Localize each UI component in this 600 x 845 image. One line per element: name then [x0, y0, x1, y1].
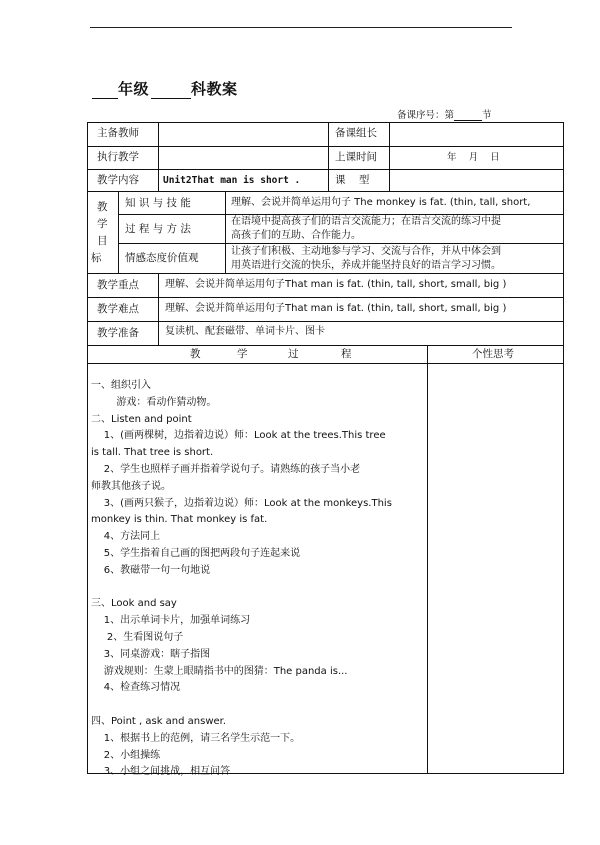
teacher-label: 执行教学	[97, 151, 139, 163]
serial-blank	[454, 110, 482, 121]
grid-line	[328, 122, 329, 191]
process-heading-char: 教	[190, 348, 201, 360]
process-step-line: 三、Look and say	[91, 598, 177, 610]
process-step-line	[91, 580, 425, 597]
process-step-line: 游戏：看动作猜动物。	[91, 396, 217, 408]
difficult-point-label: 教学难点	[97, 303, 139, 315]
grid-line	[87, 345, 564, 346]
subject-suffix: 科教案	[191, 80, 238, 98]
preparation-label: 教学准备	[97, 327, 139, 339]
process-line: 高孩子们的互助、合作能力。	[231, 230, 361, 241]
grid-line	[158, 122, 159, 191]
content-value: Unit2That man is short .	[163, 175, 301, 186]
header-rule	[90, 27, 512, 28]
grid-line	[563, 122, 564, 774]
process-step-line: 1、根据书上的范例，请三名学生示范一下。	[91, 732, 301, 744]
process-label: 过 程 与 方 法	[125, 223, 191, 235]
process-heading-char: 程	[341, 348, 352, 360]
objectives-char: 教	[97, 201, 108, 213]
group-leader-label: 备课组长	[335, 127, 377, 139]
process-step-line: 二、Listen and point	[91, 413, 192, 425]
serial-suffix: 节	[482, 110, 492, 121]
grid-line	[87, 122, 88, 774]
grid-line	[158, 273, 159, 345]
process-step-line	[91, 697, 425, 714]
objectives-char: 标	[91, 252, 102, 264]
class-time-value: 年 月 日	[447, 152, 500, 163]
lead-teacher-label: 主备教师	[97, 127, 139, 139]
personal-thoughts-heading: 个性思考	[472, 348, 514, 360]
grid-line	[87, 191, 564, 192]
grid-line	[118, 243, 564, 244]
attitude-line: 用英语进行交流的快乐，养成并能坚持良好的语言学习习惯。	[231, 260, 501, 271]
lesson-type-label: 课 型	[335, 174, 370, 186]
process-heading-char: 学	[237, 348, 248, 360]
grid-line	[118, 191, 119, 273]
attitude-line: 让孩子们积极、主动地参与学习、交流与合作，并从中体会到	[231, 246, 501, 257]
process-step-line: 2、小组操练	[91, 749, 161, 761]
grid-line	[389, 122, 390, 191]
serial-number	[397, 107, 492, 121]
key-point-label: 教学重点	[97, 279, 139, 291]
preparation-text: 复读机、配套磁带、单词卡片、图卡	[165, 326, 325, 337]
process-step-line: 4、方法同上	[91, 531, 161, 543]
process-step-line: 5、学生指着自己画的图把两段句子连起来说	[91, 547, 301, 559]
process-step-line: 3、同桌游戏：瞎子指图	[91, 648, 211, 660]
subject-blank	[151, 84, 191, 99]
process-step-line: 四、Point , ask and answer.	[91, 715, 227, 727]
process-step-line: 游戏规则：生蒙上眼睛指书中的图猜：The panda is...	[91, 665, 348, 677]
knowledge-text: 理解、会说并简单运用句子 The monkey is fat. (thin, tall, short,	[231, 197, 531, 208]
serial-label: 备课序号：第	[397, 110, 455, 121]
process-step-line: 3、小组之间挑战，相互问答	[91, 766, 231, 778]
process-line: 在语境中提高孩子们的语言交流能力；在语言交流的练习中提	[231, 216, 501, 227]
grade-blank	[92, 84, 118, 99]
process-step-line: is tall. That tree is short.	[91, 447, 214, 459]
process-step-line: 一、组织引入	[91, 380, 151, 391]
content-label: 教学内容	[97, 174, 139, 186]
key-point-text: 理解、会说并简单运用句子That man is fat. (thin, tall, short, small, big )	[165, 279, 507, 290]
process-step-line: 1、出示单词卡片，加强单词练习	[91, 615, 251, 627]
knowledge-label: 知 识 与 技 能	[125, 197, 191, 209]
process-step-line: 1、(画两棵树，边指着边说）师：Look at the trees.This tree	[91, 430, 386, 442]
grade-suffix: 年级	[118, 80, 150, 98]
objectives-char: 目	[97, 235, 108, 247]
grid-line	[225, 191, 226, 273]
attitude-label: 情感态度价值观	[125, 252, 199, 264]
page-title	[92, 78, 238, 99]
process-step-line: 4、检查练习情况	[91, 682, 181, 694]
class-time-label: 上课时间	[335, 151, 377, 163]
process-step-line: 2、生看图说句子	[91, 631, 184, 643]
process-step-line: 师教其他孩子说。	[91, 480, 171, 492]
process-step-line: monkey is thin. That monkey is fat.	[91, 514, 268, 526]
process-step-line: 3、(画两只猴子，边指着边说）师：Look at the monkeys.This	[91, 497, 392, 509]
process-step-line: 2、学生也照样子画并指着学说句子。请熟练的孩子当小老	[91, 463, 361, 475]
teaching-process-body	[91, 378, 425, 781]
process-heading-char: 过	[288, 348, 299, 360]
objectives-char: 学	[97, 218, 108, 230]
difficult-point-text: 理解、会说并简单运用句子That man is fat. (thin, tall, short, small, big )	[165, 303, 507, 314]
grid-line	[87, 363, 564, 364]
process-step-line: 6、教磁带一句一句地说	[91, 564, 211, 576]
grid-line	[427, 345, 428, 774]
